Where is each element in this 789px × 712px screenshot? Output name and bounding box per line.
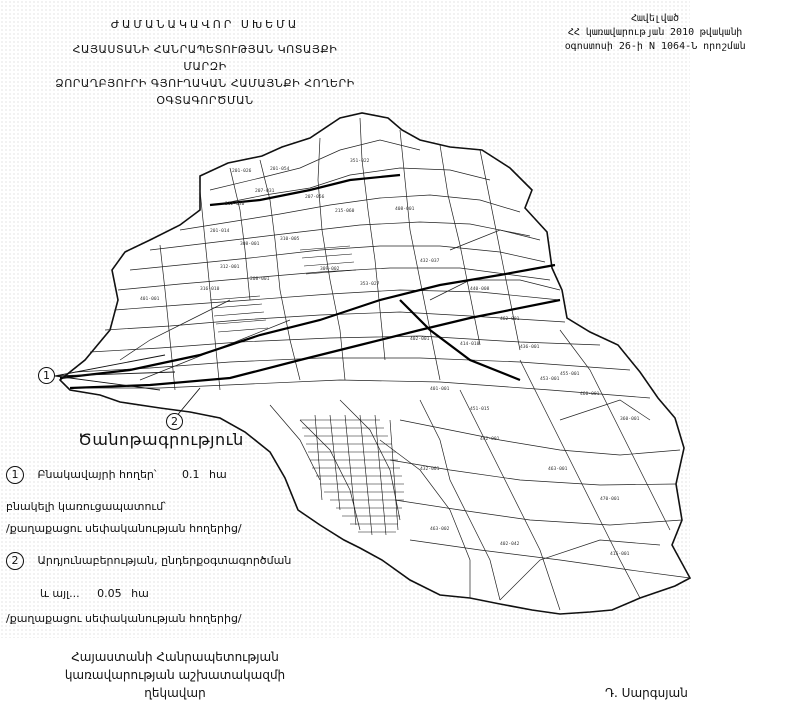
parcel-code: 402-001 xyxy=(410,337,430,342)
parcel-code: 208-001 xyxy=(250,277,270,282)
legend-item-2-unit: հա xyxy=(131,587,149,600)
legend-item-2-prefix: և այլ... xyxy=(40,587,80,600)
approval-line-3: օգոստոսի 26-ի N 1064-Ն որոշման xyxy=(564,41,746,52)
title-line-3: ՁՈՐԱՂԲՅՈՒՐԻ ԳՅՈՒՂԱԿԱՆ ՀԱՄԱՅՆՔԻ ՀՈՂԵՐԻ xyxy=(55,77,355,90)
legend-item-1-ownership: /քաղաքացու սեփականության հողերից/ xyxy=(6,522,242,535)
legend-item-1-number: 1 xyxy=(6,466,24,484)
legend-title: Ծանոթագրություն xyxy=(78,430,244,449)
parcel-code: 353-027 xyxy=(360,282,380,287)
parcel-code: 207-056 xyxy=(305,195,325,200)
parcel-code: 432-037 xyxy=(420,259,440,264)
parcel-code: 463-001 xyxy=(548,467,568,472)
legend-item-2-extra xyxy=(40,587,149,600)
legend-item-2-label: Արդյունաբերության, ընդերքօգտագործման xyxy=(37,554,292,567)
parcel-code: 408-001 xyxy=(395,207,415,212)
parcel-code: 470-001 xyxy=(600,497,620,502)
legend-item-1-subtype: բնակելի կառուցապատում՝ xyxy=(6,500,166,513)
parcel-code: 212-030 xyxy=(225,202,245,207)
parcel-code: 308-001 xyxy=(240,242,260,247)
parcel-code: 415-001 xyxy=(610,552,630,557)
parcel-code: 201-054 xyxy=(270,167,290,172)
parcel-code: 432-001 xyxy=(420,467,440,472)
parcel-code: 316-010 xyxy=(200,287,220,292)
signatory-line-1: Հայաստանի Հանրապետության xyxy=(71,650,279,664)
parcel-code: 455-001 xyxy=(560,372,580,377)
parcel-code: 201-014 xyxy=(210,229,230,234)
parcel-code: 201-026 xyxy=(232,169,252,174)
parcel-code: 414-010 xyxy=(460,342,480,347)
signatory-line-2: կառավարության աշխատակազմի xyxy=(64,668,286,682)
parcel-code: 310-005 xyxy=(280,237,300,242)
parcel-code: 442-001 xyxy=(480,437,500,442)
legend-item-1-area: 0.1 xyxy=(182,468,200,481)
title-line-4: ՕԳՏԱԳՈՐԾՄԱՆ xyxy=(156,94,254,107)
signatory-title xyxy=(35,648,315,702)
title-line-1: ԺԱՄԱՆԱԿԱՎՈՐ ՍԽԵՄԱ xyxy=(110,18,300,31)
signatory-line-3: ղեկավար xyxy=(144,686,206,700)
approval-line-2: ՀՀ կառավարության 2010 թվականի xyxy=(567,27,743,38)
parcel-code: 207-031 xyxy=(255,189,275,194)
legend-item-2 xyxy=(6,552,291,570)
legend-item-1-unit: հա xyxy=(209,468,227,481)
parcel-code: 351-022 xyxy=(350,159,370,164)
parcel-code: 451-015 xyxy=(470,407,490,412)
parcel-code: 440-008 xyxy=(470,287,490,292)
legend-item-1-label: Բնակավայրի հողեր՝ xyxy=(37,468,157,481)
signatory-name: Դ. Սարգսյան xyxy=(605,686,688,700)
parcel-code: 312-001 xyxy=(220,265,240,270)
title-line-2: ՀԱՅԱՍՏԱՆԻ ՀԱՆՐԱՊԵՏՈՒԹՅԱՆ ԿՈՏԱՅՔԻ ՄԱՐԶԻ xyxy=(72,43,338,73)
legend-item-2-area: 0.05 xyxy=(97,587,122,600)
parcel-code: 401-001 xyxy=(430,387,450,392)
legend-item-1 xyxy=(6,466,227,484)
parcel-code: 462-001 xyxy=(500,317,520,322)
community-boundary xyxy=(60,113,690,614)
approval-line-1: Հավելված xyxy=(630,13,680,24)
callout-marker-1: 1 xyxy=(38,367,55,384)
parcel-code: 402-042 xyxy=(500,542,520,547)
legend-item-2-ownership: /քաղաքացու սեփականության հողերից/ xyxy=(6,612,242,625)
parcel-code: 309-002 xyxy=(320,267,340,272)
parcel-code: 453-001 xyxy=(540,377,560,382)
parcel-code: 401-001 xyxy=(140,297,160,302)
parcel-code: 436-001 xyxy=(520,345,540,350)
callout-marker-2: 2 xyxy=(166,413,183,430)
parcel-code: 360-001 xyxy=(620,417,640,422)
parcel-code: 463-002 xyxy=(430,527,450,532)
parcel-code: 215-060 xyxy=(335,209,355,214)
legend-item-2-number: 2 xyxy=(6,552,24,570)
parcel-code: 460-001 xyxy=(580,392,600,397)
